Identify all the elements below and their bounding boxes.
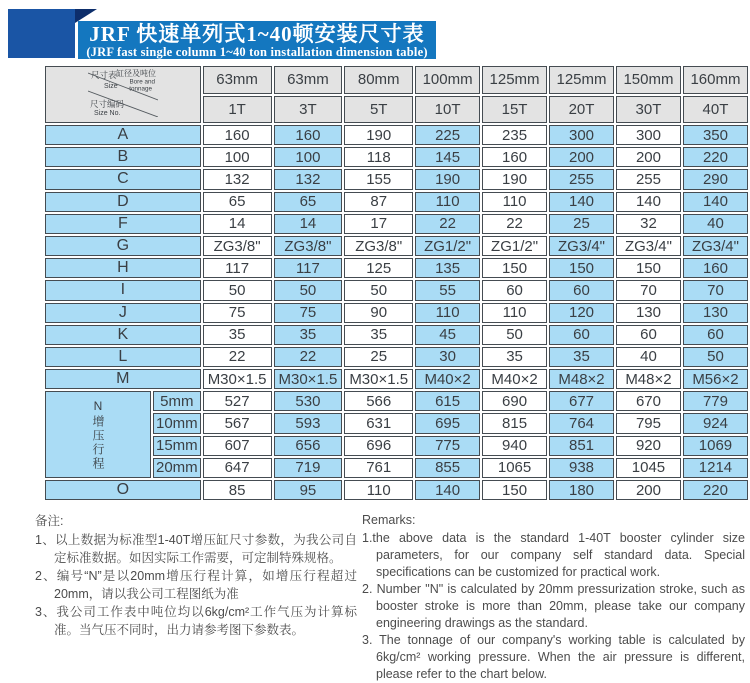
table-cell: M48×2 (616, 369, 681, 389)
tonnage-header-cell: 1T (203, 96, 272, 124)
table-row (45, 125, 748, 145)
row-label-cell: H (45, 258, 201, 278)
diagonal-corner-graphic (88, 67, 158, 117)
bore-header-cell: 63mm (203, 66, 272, 94)
table-cell: 566 (344, 391, 413, 411)
table-cell: 110 (482, 303, 547, 323)
table-row (45, 214, 748, 234)
table-cell: 50 (203, 280, 272, 300)
table-cell: 775 (415, 436, 480, 456)
table-cell: 350 (683, 125, 748, 145)
note-item: 2. Number "N" is calculated by 20mm pressurization stroke, such as booster stroke is more than 20mm, please take our company engineering drawings as the standard. (362, 582, 745, 630)
table-cell: 220 (683, 480, 748, 500)
table-cell: M30×1.5 (344, 369, 413, 389)
table-cell: 145 (415, 147, 480, 167)
table-cell: 160 (274, 125, 343, 145)
bore-header-cell: 125mm (482, 66, 547, 94)
table-row (45, 303, 748, 323)
table-row (45, 347, 748, 367)
table-cell: 132 (274, 169, 343, 189)
table-cell: M56×2 (683, 369, 748, 389)
table-cell: 65 (203, 192, 272, 212)
table-cell: 50 (482, 325, 547, 345)
table-cell: 22 (274, 347, 343, 367)
table-cell: 130 (616, 303, 681, 323)
table-cell: 647 (203, 458, 272, 478)
n-sub-label-cell: 10mm (153, 413, 201, 433)
corner-bore-en2: tonnage (129, 85, 152, 93)
table-row (45, 480, 748, 500)
bore-header-row (45, 66, 748, 94)
corner-size-no-cn: 尺寸编码 (89, 99, 124, 109)
row-label-cell: L (45, 347, 201, 367)
table-cell: 670 (616, 391, 681, 411)
table-cell: 35 (274, 325, 343, 345)
table-cell: 130 (683, 303, 748, 323)
table-cell: 851 (549, 436, 614, 456)
table-cell: 690 (482, 391, 547, 411)
table-cell: 150 (549, 258, 614, 278)
row-label-cell: F (45, 214, 201, 234)
n-sub-label-cell: 15mm (153, 436, 201, 456)
page-subtitle: (JRF fast single column 1~40 ton installation dimension table) (86, 45, 428, 59)
table-row (45, 258, 748, 278)
row-label-cell: G (45, 236, 201, 256)
note-item: 3. The tonnage of our company's working table is calculated by 6kg/cm² working pressure. When the air pressure is different, please refer to the chart below. (362, 633, 745, 681)
corner-bore-cn: 缸径及吨位 (115, 69, 156, 78)
table-cell: 220 (683, 147, 748, 167)
table-cell: 75 (274, 303, 343, 323)
bore-header-cell: 80mm (344, 66, 413, 94)
table-cell: 25 (344, 347, 413, 367)
tonnage-header-cell: 5T (344, 96, 413, 124)
table-cell: 110 (415, 192, 480, 212)
table-cell: 150 (482, 480, 547, 500)
table-cell: 70 (683, 280, 748, 300)
table-cell: ZG3/8" (344, 236, 413, 256)
table-cell: 940 (482, 436, 547, 456)
bore-header-cell: 100mm (415, 66, 480, 94)
table-cell: 118 (344, 147, 413, 167)
tonnage-header-cell: 15T (482, 96, 547, 124)
table-cell: ZG3/4" (549, 236, 614, 256)
table-cell: 75 (203, 303, 272, 323)
table-cell: M48×2 (549, 369, 614, 389)
table-cell: 920 (616, 436, 681, 456)
table-cell: 160 (683, 258, 748, 278)
table-cell: 60 (549, 280, 614, 300)
table-cell: 70 (616, 280, 681, 300)
table-cell: 695 (415, 413, 480, 433)
table-cell: 30 (415, 347, 480, 367)
n-sub-label-cell: 20mm (153, 458, 201, 478)
table-cell: 60 (683, 325, 748, 345)
note-item: 1、以上数据为标准型1-40T增压缸尺寸参数，为我公司自定标准数据。如因实际工作需要，可定制特殊规格。 (35, 533, 357, 565)
table-cell: 696 (344, 436, 413, 456)
table-cell: 40 (683, 214, 748, 234)
table-row (45, 169, 748, 189)
table-cell: 100 (203, 147, 272, 167)
table-cell: 150 (482, 258, 547, 278)
table-cell: 1069 (683, 436, 748, 456)
table-cell: 14 (274, 214, 343, 234)
table-cell: M30×1.5 (274, 369, 343, 389)
table-cell: 530 (274, 391, 343, 411)
table-row (45, 192, 748, 212)
row-label-cell: B (45, 147, 201, 167)
table-cell: 140 (683, 192, 748, 212)
row-label-cell: J (45, 303, 201, 323)
table-cell: 200 (549, 147, 614, 167)
table-cell: 190 (415, 169, 480, 189)
table-cell: 50 (683, 347, 748, 367)
table-cell: 25 (549, 214, 614, 234)
tonnage-header-cell: 10T (415, 96, 480, 124)
corner-size-table-en: Size (103, 83, 118, 90)
table-cell: 90 (344, 303, 413, 323)
table-cell: 924 (683, 413, 748, 433)
note-item: 2、编号“N”是以20mm增压行程计算，如增压行程超过20mm，请以我公司工程图纸为准 (35, 569, 357, 601)
table-cell: 677 (549, 391, 614, 411)
table-cell: M40×2 (482, 369, 547, 389)
table-cell: ZG1/2" (415, 236, 480, 256)
table-cell: M30×1.5 (203, 369, 272, 389)
table-cell: 656 (274, 436, 343, 456)
tonnage-header-cell: 3T (274, 96, 343, 124)
bore-header-cell: 150mm (616, 66, 681, 94)
bore-header-cell: 63mm (274, 66, 343, 94)
table-cell: 190 (482, 169, 547, 189)
table-cell: 200 (616, 480, 681, 500)
table-cell: 1065 (482, 458, 547, 478)
row-label-cell: D (45, 192, 201, 212)
table-cell: 50 (274, 280, 343, 300)
table-cell: 815 (482, 413, 547, 433)
n-group-vertical-label: N增压行程 (45, 391, 151, 478)
table-cell: 938 (549, 458, 614, 478)
corner-size-table-cn: 尺寸表 (90, 70, 117, 80)
table-cell: 795 (616, 413, 681, 433)
table-cell: ZG3/8" (274, 236, 343, 256)
table-cell: 200 (616, 147, 681, 167)
table-cell: 14 (203, 214, 272, 234)
table-cell: 190 (344, 125, 413, 145)
table-cell: 110 (344, 480, 413, 500)
table-cell: 45 (415, 325, 480, 345)
table-cell: 135 (415, 258, 480, 278)
table-cell: 35 (549, 347, 614, 367)
table-cell: 300 (549, 125, 614, 145)
table-cell: 100 (274, 147, 343, 167)
table-row-n-sub (45, 391, 748, 411)
table-cell: 140 (616, 192, 681, 212)
note-item: 1.the above data is the standard 1-40T booster cylinder size parameters, for our company self standard data. Special specifications can be customized for practical work. (362, 531, 745, 579)
table-cell: 235 (482, 125, 547, 145)
table-cell: 607 (203, 436, 272, 456)
table-cell: M40×2 (415, 369, 480, 389)
table-cell: 60 (482, 280, 547, 300)
table-cell: 35 (482, 347, 547, 367)
table-row (45, 236, 748, 256)
table-cell: 65 (274, 192, 343, 212)
table-row (45, 325, 748, 345)
table-cell: 1045 (616, 458, 681, 478)
table-row (45, 280, 748, 300)
table-cell: 761 (344, 458, 413, 478)
table-cell: 22 (482, 214, 547, 234)
notes-english-heading: Remarks: (362, 513, 416, 527)
table-cell: 719 (274, 458, 343, 478)
row-label-cell: K (45, 325, 201, 345)
table-cell: 117 (203, 258, 272, 278)
table-cell: 150 (616, 258, 681, 278)
tonnage-header-cell: 30T (616, 96, 681, 124)
title-banner (78, 21, 436, 59)
corner-bore-en1: Bore and (129, 78, 155, 86)
table-cell: 55 (415, 280, 480, 300)
table-cell: 40 (616, 347, 681, 367)
table-cell: 255 (549, 169, 614, 189)
row-label-cell: I (45, 280, 201, 300)
table-cell: 160 (203, 125, 272, 145)
table-cell: 35 (203, 325, 272, 345)
table-cell: 95 (274, 480, 343, 500)
table-cell: 225 (415, 125, 480, 145)
table-cell: 35 (344, 325, 413, 345)
table-cell: 764 (549, 413, 614, 433)
tonnage-header-cell: 20T (549, 96, 614, 124)
table-cell: ZG3/4" (683, 236, 748, 256)
table-cell: 87 (344, 192, 413, 212)
table-cell: 255 (616, 169, 681, 189)
table-cell: 1214 (683, 458, 748, 478)
table-cell: 17 (344, 214, 413, 234)
dimension-table (43, 64, 750, 502)
table-cell: 117 (274, 258, 343, 278)
table-cell: 22 (203, 347, 272, 367)
table-cell: 631 (344, 413, 413, 433)
table-cell: 22 (415, 214, 480, 234)
tonnage-header-cell: 40T (683, 96, 748, 124)
row-label-cell: M (45, 369, 201, 389)
notes-chinese (35, 512, 357, 639)
notes-english (362, 512, 745, 683)
table-cell: ZG3/4" (616, 236, 681, 256)
n-sub-label-cell: 5mm (153, 391, 201, 411)
table-cell: ZG3/8" (203, 236, 272, 256)
table-cell: 180 (549, 480, 614, 500)
table-cell: 160 (482, 147, 547, 167)
note-item: 3、我公司工作表中吨位均以6kg/cm²工作气压为计算标准。当气压不同时，出力请参考图下参数表。 (35, 605, 357, 637)
row-label-cell: C (45, 169, 201, 189)
notes-chinese-heading: 备注: (35, 514, 64, 528)
bore-header-cell: 125mm (549, 66, 614, 94)
table-cell: 140 (415, 480, 480, 500)
table-cell: 60 (549, 325, 614, 345)
table-cell: 132 (203, 169, 272, 189)
table-cell: 110 (415, 303, 480, 323)
table-cell: 110 (482, 192, 547, 212)
table-cell: 290 (683, 169, 748, 189)
diagonal-corner-cell (45, 66, 201, 123)
table-cell: 527 (203, 391, 272, 411)
row-label-cell: A (45, 125, 201, 145)
table-row (45, 369, 748, 389)
table-cell: 60 (616, 325, 681, 345)
table-cell: 32 (616, 214, 681, 234)
row-label-cell: O (45, 480, 201, 500)
table-cell: 140 (549, 192, 614, 212)
table-cell: 615 (415, 391, 480, 411)
table-cell: 593 (274, 413, 343, 433)
table-cell: 50 (344, 280, 413, 300)
table-row (45, 147, 748, 167)
corner-size-no-en: Size No. (93, 110, 121, 117)
table-cell: 125 (344, 258, 413, 278)
brand-square (8, 9, 75, 58)
table-cell: 779 (683, 391, 748, 411)
page-title: JRF 快速单列式1~40顿安装尺寸表 (89, 22, 425, 46)
table-cell: 567 (203, 413, 272, 433)
bore-header-cell: 160mm (683, 66, 748, 94)
table-cell: 855 (415, 458, 480, 478)
table-cell: 85 (203, 480, 272, 500)
table-cell: ZG1/2" (482, 236, 547, 256)
table-cell: 300 (616, 125, 681, 145)
table-cell: 155 (344, 169, 413, 189)
table-cell: 120 (549, 303, 614, 323)
